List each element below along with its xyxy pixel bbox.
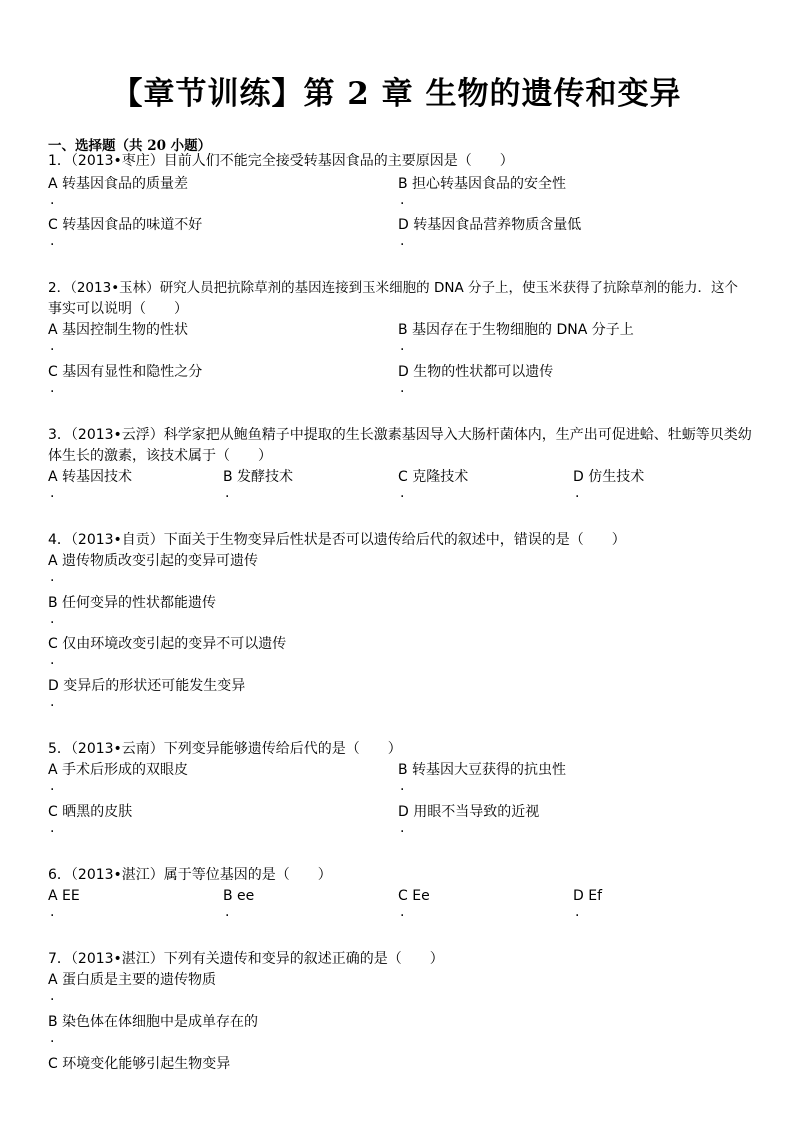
q5-option-a-dot: . bbox=[50, 778, 55, 794]
question-2-stem: 2．（2013•玉林）研究人员把抗除草剂的基因连接到玉米细胞的 DNA 分子上，使玉米获得了抗除草剂的能力．这个 bbox=[48, 280, 738, 296]
q6-option-d[interactable]: D Ef bbox=[573, 888, 603, 904]
q2-option-a-dot: . bbox=[50, 338, 55, 354]
q5-option-d[interactable]: D 用眼不当导致的近视 bbox=[398, 804, 540, 820]
q5-option-a[interactable]: A 手术后形成的双眼皮 bbox=[48, 762, 189, 778]
q2-option-b[interactable]: B 基因存在于生物细胞的 DNA 分子上 bbox=[398, 322, 634, 338]
q2-option-c[interactable]: C 基因有显性和隐性之分 bbox=[48, 364, 203, 380]
q4-option-b[interactable]: B 任何变异的性状都能遗传 bbox=[48, 595, 217, 611]
q1-option-c-dot: . bbox=[50, 233, 55, 249]
question-3-stem: 3．（2013•云浮）科学家把从鲍鱼精子中提取的生长激素基因导入大肠杆菌体内，生产出可促进蛤、牡蛎等贝类幼 bbox=[48, 427, 752, 443]
q2-option-c-dot: . bbox=[50, 380, 55, 396]
q6-option-b-dot: . bbox=[225, 904, 230, 920]
q1-option-d[interactable]: D 转基因食品营养物质含量低 bbox=[398, 217, 582, 233]
q3-option-a[interactable]: A 转基因技术 bbox=[48, 469, 133, 485]
q1-option-b[interactable]: B 担心转基因食品的安全性 bbox=[398, 176, 567, 192]
section-heading: 一、选择题（共 20 小题） bbox=[48, 138, 212, 154]
q4-option-b-dot: . bbox=[50, 611, 55, 627]
q2-option-a[interactable]: A 基因控制生物的性状 bbox=[48, 322, 189, 338]
question-2-stem-cont: 事实可以说明（ ） bbox=[48, 301, 188, 317]
q7-option-a[interactable]: A 蛋白质是主要的遗传物质 bbox=[48, 972, 217, 988]
q5-option-b[interactable]: B 转基因大豆获得的抗虫性 bbox=[398, 762, 567, 778]
q4-option-d[interactable]: D 变异后的形状还可能发生变异 bbox=[48, 678, 246, 694]
q2-option-d[interactable]: D 生物的性状都可以遗传 bbox=[398, 364, 554, 380]
q6-option-a[interactable]: A EE bbox=[48, 888, 80, 904]
question-7-stem: 7．（2013•湛江）下列有关遗传和变异的叙述正确的是（ ） bbox=[48, 951, 444, 967]
q4-option-c[interactable]: C 仅由环境改变引起的变异不可以遗传 bbox=[48, 636, 287, 652]
q7-option-b-dot: . bbox=[50, 1030, 55, 1046]
q2-option-b-dot: . bbox=[400, 338, 405, 354]
question-1-stem: 1．（2013•枣庄）目前人们不能完全接受转基因食品的主要原因是（ ） bbox=[48, 153, 514, 169]
q4-option-a[interactable]: A 遗传物质改变引起的变异可遗传 bbox=[48, 553, 259, 569]
q3-option-d-dot: . bbox=[575, 485, 580, 501]
q3-option-b[interactable]: B 发酵技术 bbox=[223, 469, 294, 485]
q3-option-c[interactable]: C 克隆技术 bbox=[398, 469, 469, 485]
q3-option-b-dot: . bbox=[225, 485, 230, 501]
q4-option-a-dot: . bbox=[50, 569, 55, 585]
q6-option-c-dot: . bbox=[400, 904, 405, 920]
q7-option-a-dot: . bbox=[50, 988, 55, 1004]
q7-option-c[interactable]: C 环境变化能够引起生物变异 bbox=[48, 1056, 231, 1072]
q6-option-a-dot: . bbox=[50, 904, 55, 920]
question-4-stem: 4．（2013•自贡）下面关于生物变异后性状是否可以遗传给后代的叙述中，错误的是（ ） bbox=[48, 532, 626, 548]
q1-option-b-dot: . bbox=[400, 192, 405, 208]
q7-option-b[interactable]: B 染色体在体细胞中是成单存在的 bbox=[48, 1014, 259, 1030]
question-3-stem-cont: 体生长的激素，该技术属于（ ） bbox=[48, 448, 272, 464]
q6-option-c[interactable]: C Ee bbox=[398, 888, 430, 904]
q1-option-c[interactable]: C 转基因食品的味道不好 bbox=[48, 217, 203, 233]
q2-option-d-dot: . bbox=[400, 380, 405, 396]
q5-option-d-dot: . bbox=[400, 820, 405, 836]
q5-option-b-dot: . bbox=[400, 778, 405, 794]
q1-option-d-dot: . bbox=[400, 233, 405, 249]
q4-option-d-dot: . bbox=[50, 694, 55, 710]
q5-option-c-dot: . bbox=[50, 820, 55, 836]
q1-option-a-dot: . bbox=[50, 192, 55, 208]
q5-option-c[interactable]: C 晒黑的皮肤 bbox=[48, 804, 133, 820]
page-title: 【章节训练】第 2 章 生物的遗传和变异 bbox=[111, 76, 682, 112]
question-6-stem: 6．（2013•湛江）属于等位基因的是（ ） bbox=[48, 867, 332, 883]
q1-option-a[interactable]: A 转基因食品的质量差 bbox=[48, 176, 189, 192]
q3-option-c-dot: . bbox=[400, 485, 405, 501]
q3-option-a-dot: . bbox=[50, 485, 55, 501]
q6-option-b[interactable]: B ee bbox=[223, 888, 255, 904]
question-5-stem: 5．（2013•云南）下列变异能够遗传给后代的是（ ） bbox=[48, 741, 402, 757]
q4-option-c-dot: . bbox=[50, 652, 55, 668]
q6-option-d-dot: . bbox=[575, 904, 580, 920]
q3-option-d[interactable]: D 仿生技术 bbox=[573, 469, 645, 485]
